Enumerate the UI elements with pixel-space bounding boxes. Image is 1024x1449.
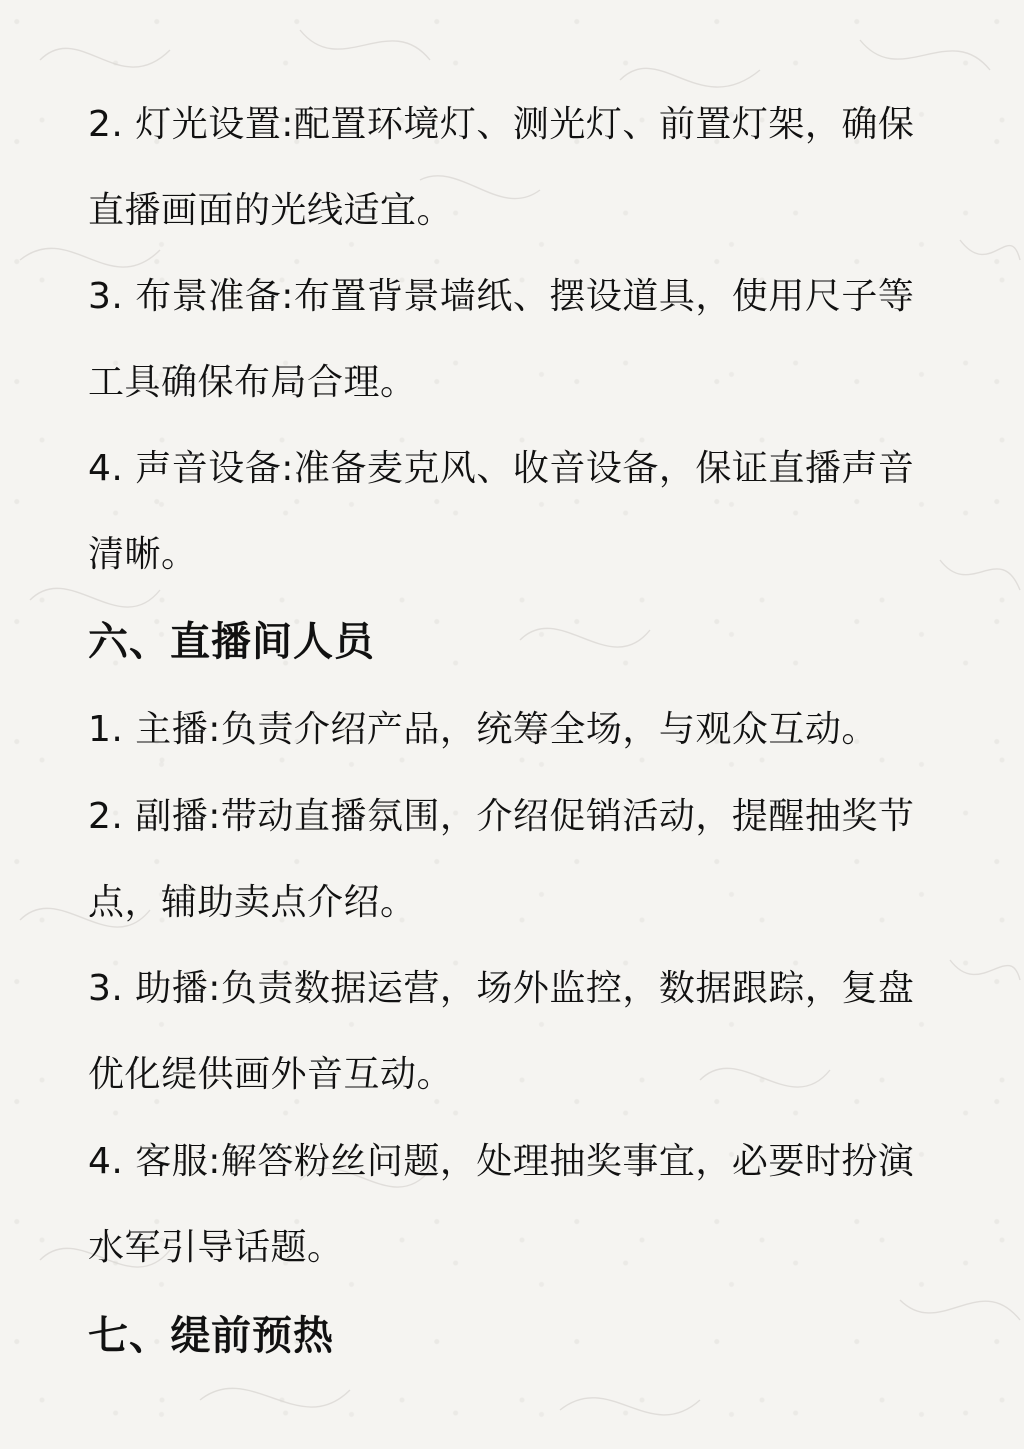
item-host-line-1: 1. 主播:负责介绍产品，统筹全场，与观众互动。 — [88, 709, 878, 750]
item-service-line-1: 4. 客服:解答粉丝问题，处理抽奖事宜，必要时扮演 — [88, 1141, 915, 1182]
item-lighting-line-1: 2. 灯光设置:配置环境灯、测光灯、前置灯架，确保 — [88, 104, 915, 145]
item-assistant-line-1: 3. 助播:负责数据运营，场外监控，数据跟踪，复盘 — [88, 968, 915, 1009]
item-audio-line-1: 4. 声音设备:准备麦克风、收音设备，保证直播声音 — [88, 448, 915, 489]
item-service-line-2: 水军引导话题。 — [88, 1227, 344, 1268]
item-set-line-2: 工具确保布局合理。 — [88, 362, 417, 403]
item-cohost-line-2: 点，辅助卖点介绍。 — [88, 882, 417, 923]
item-audio-line-2: 清晰。 — [88, 534, 198, 575]
item-assistant-line-2: 优化缇供画外音互动。 — [88, 1054, 454, 1095]
item-lighting-line-2: 直播画面的光线适宜。 — [88, 190, 454, 231]
item-cohost-line-1: 2. 副播:带动直播氛围，介绍促销活动，提醒抽奖节 — [88, 796, 915, 837]
section-heading-preheat: 七、缇前预热 — [88, 1313, 334, 1359]
item-set-line-1: 3. 布景准备:布置背景墙纸、摆设道具，使用尺子等 — [88, 276, 915, 317]
section-heading-staff: 六、直播间人员 — [88, 619, 375, 665]
